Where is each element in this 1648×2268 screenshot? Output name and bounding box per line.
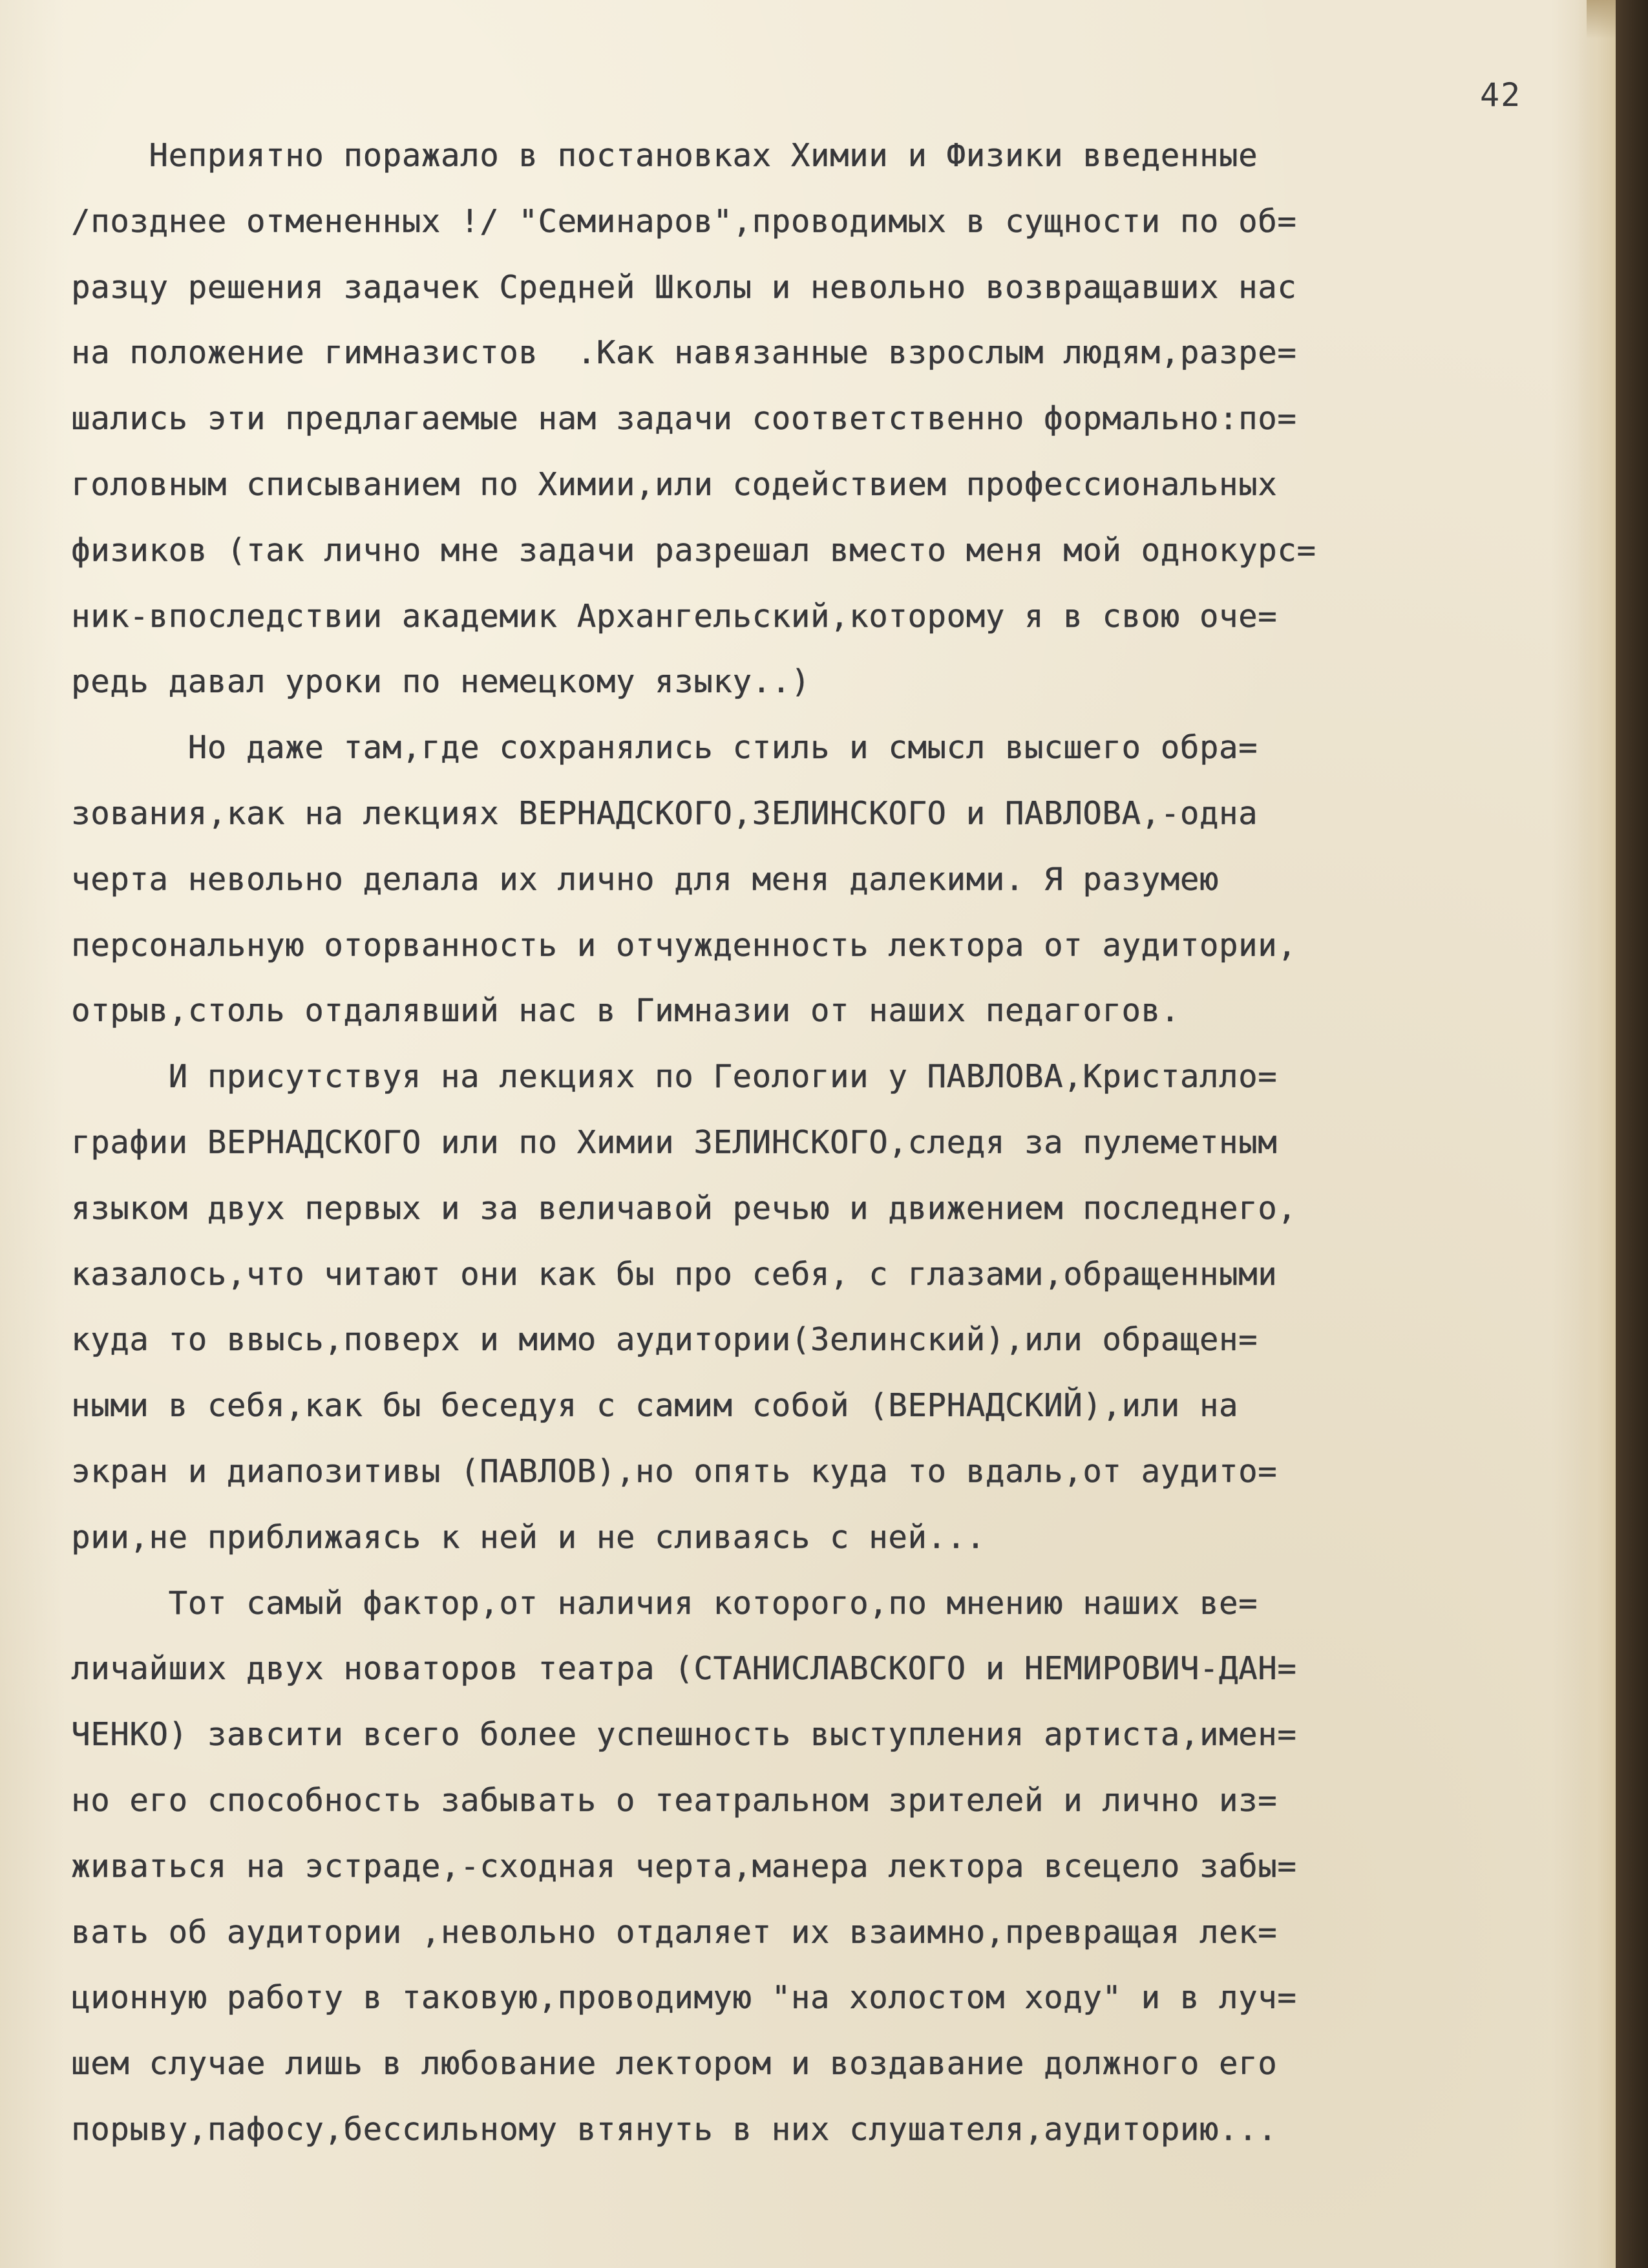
text-line: /позднее отмененных !/ "Семинаров",проводимых в сущности по об= [71, 202, 1297, 240]
text-line: казалось,что читают они как бы про себя, с глазами,обращенными [71, 1255, 1278, 1293]
text-line: физиков (так лично мне задачи разрешал вместо меня мой однокурс= [71, 531, 1316, 569]
text-line: ционную работу в таковую,проводимую "на холостом ходу" и в луч= [71, 1979, 1297, 2017]
text-line: экран и диапозитивы (ПАВЛОВ),но опять куда то вдаль,от аудито= [71, 1452, 1278, 1490]
text-line: Неприятно поражало в постановках Химии и Физики введенные [71, 137, 1258, 174]
text-line: но его способность забывать о театральном зрителей и лично из= [71, 1781, 1278, 1819]
text-line: шем случае лишь в любование лектором и воздавание должного его [71, 2045, 1278, 2083]
text-line: ник-впоследствии академик Архангельский,которому я в свою оче= [71, 597, 1278, 635]
text-line: Но даже там,где сохранялись стиль и смысл высшего обра= [71, 729, 1258, 767]
typed-text-body [71, 123, 1577, 2163]
text-line: разцу решения задачек Средней Школы и невольно возвращавших нас [71, 268, 1297, 306]
text-line: на положение гимназистов .Как навязанные взрослым людям,разре= [71, 334, 1297, 372]
text-line: вать об аудитории ,невольно отдаляет их взаимно,превращая лек= [71, 1913, 1278, 1951]
background-strip [1616, 0, 1648, 2268]
paper-corner-stain [1587, 0, 1616, 39]
text-line: порыву,пафосу,бессильному втянуть в них слушателя,аудиторию... [71, 2110, 1278, 2148]
text-line: зования,как на лекциях ВЕРНАДСКОГО,ЗЕЛИНСКОГО и ПАВЛОВА,-одна [71, 794, 1258, 832]
page-number: 42 [1480, 76, 1522, 114]
text-line: редь давал уроки по немецкому языку..) [71, 663, 810, 701]
text-line: отрыв,столь отдалявший нас в Гимназии от наших педагогов. [71, 992, 1180, 1030]
text-line: И присутствуя на лекциях по Геологии у ПАВЛОВА,Кристалло= [71, 1058, 1278, 1096]
paper-edge-shadow [1577, 0, 1616, 2268]
text-line: Тот самый фактор,от наличия которого,по мнению наших ве= [71, 1584, 1258, 1622]
text-line: языком двух первых и за величавой речью и движением последнего, [71, 1189, 1297, 1227]
text-line: ными в себя,как бы беседуя с самим собой (ВЕРНАДСКИЙ),или на [71, 1387, 1239, 1425]
text-line: живаться на эстраде,-сходная черта,манера лектора всецело забы= [71, 1847, 1297, 1885]
text-line: головным списыванием по Химии,или содействием профессиональных [71, 465, 1278, 503]
text-line: черта невольно делала их лично для меня далекими. Я разумею [71, 860, 1219, 898]
text-line: куда то ввысь,поверх и мимо аудитории(Зелинский),или обращен= [71, 1321, 1258, 1359]
text-line: рии,не приближаясь к ней и не сливаясь с ней... [71, 1518, 986, 1556]
text-line: персональную оторванность и отчужденность лектора от аудитории, [71, 926, 1297, 964]
text-line: шались эти предлагаемые нам задачи соответственно формально:по= [71, 400, 1297, 438]
text-line: графии ВЕРНАДСКОГО или по Химии ЗЕЛИНСКОГО,следя за пулеметным [71, 1123, 1278, 1161]
text-line: личайших двух новаторов театра (СТАНИСЛАВСКОГО и НЕМИРОВИЧ-ДАН= [71, 1650, 1297, 1688]
text-line: ЧЕНКО) завсити всего более успешность выступления артиста,имен= [71, 1716, 1297, 1754]
